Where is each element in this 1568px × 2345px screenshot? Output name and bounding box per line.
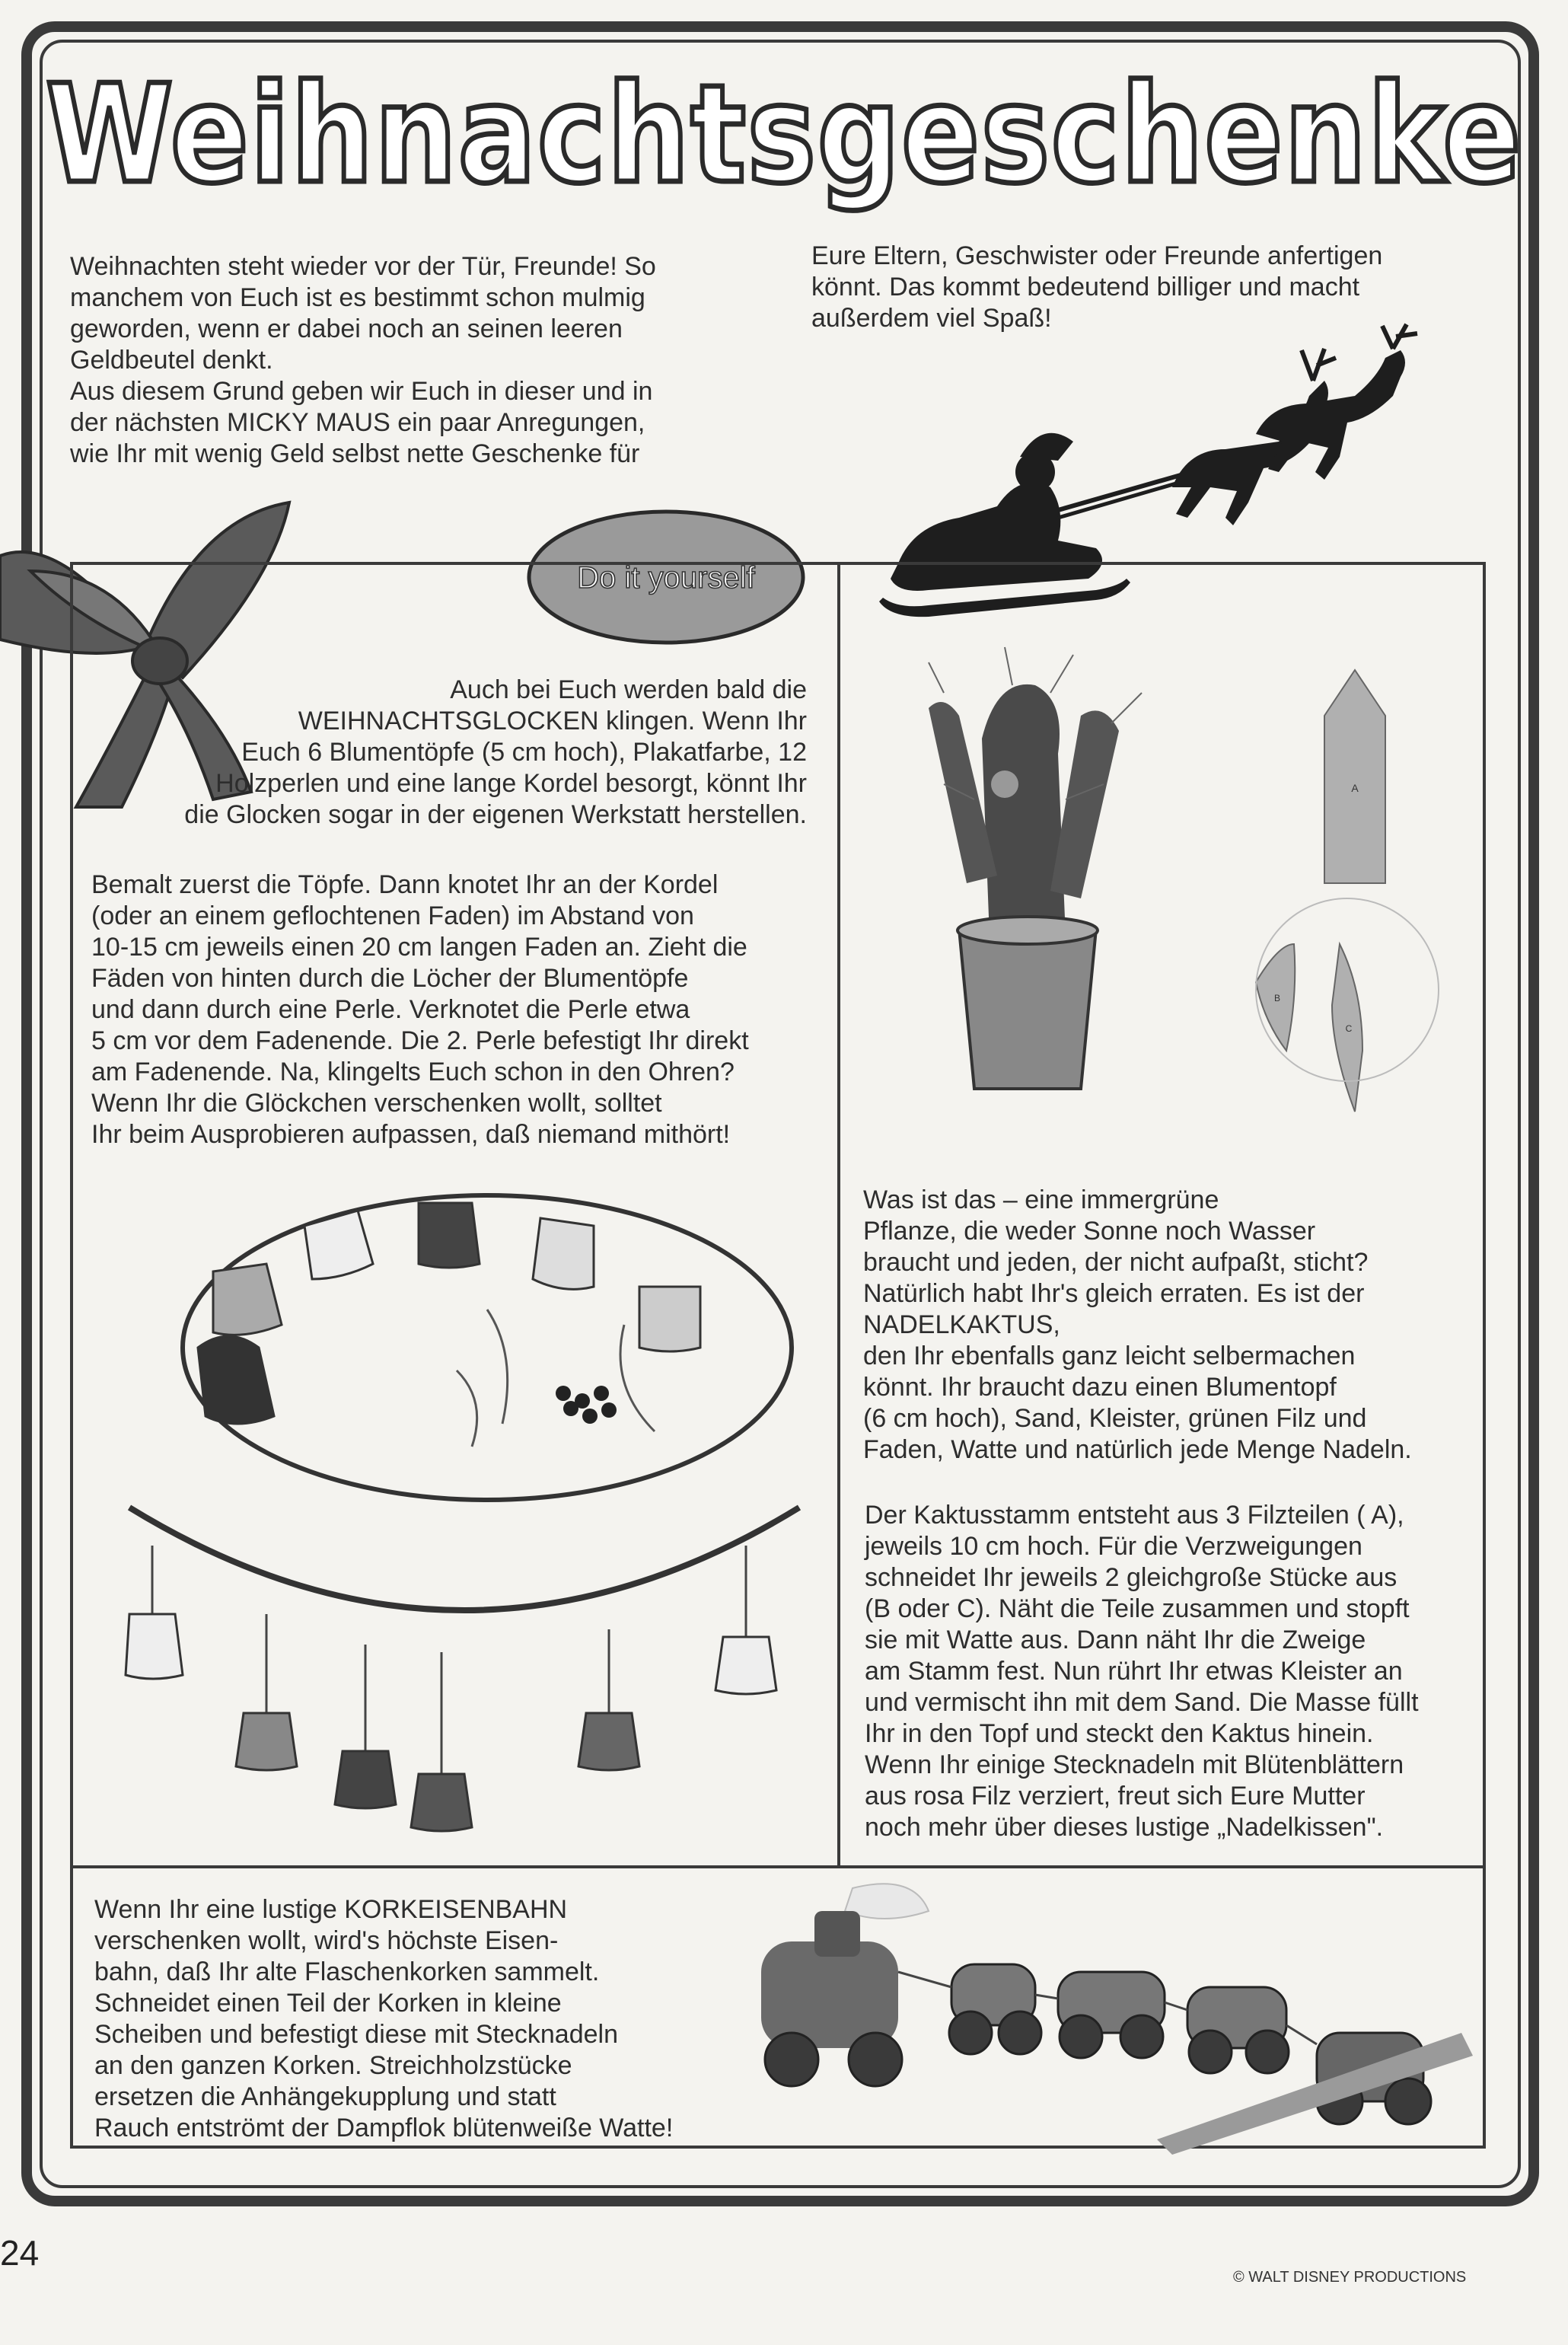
cork-train-photo	[731, 1881, 1477, 2155]
bells-photo	[167, 1172, 807, 1508]
pattern-label-a: A	[1351, 782, 1359, 794]
page-number: 24	[0, 2233, 40, 2273]
pattern-pieces	[1233, 655, 1461, 1127]
intro-right-text: Eure Eltern, Geschwister oder Freunde anfertigen könnt. Das kommt bedeutend billiger und macht außerdem viel Spaß!	[811, 241, 1383, 333]
bells-steps-text: Bemalt zuerst die Töpfe. Dann knotet Ihr an der Kordel (oder an einem geflochtenen Faden) im Abstand von 10-15 cm jeweils einen 20 cm langen Faden an. Zieht die Fäden von hinten durch die Löcher der Blumentöpfe und dann durch eine Perle. Verknotet die Perle etwa 5 cm vor dem Fadenende. Die 2. Perle befestigt Ihr direkt am Fadenende. Na, klingelts Euch schon in den Ohren? Wenn Ihr die Glöckchen verschenken wollt, solltet Ihr beim Ausprobieren aufpassen, daß niemand mithört!	[91, 870, 749, 1149]
cactus-intro-text: Was ist das – eine immergrüne Pflanze, die weder Sonne noch Wasser braucht und jeden, der nicht aufpaßt, sticht? Natürlich habt Ihr's gleich erraten. Es ist der NADELKAKTUS, den Ihr ebenfalls ganz leicht selbermachen könnt. Ihr braucht dazu einen Blumentopf (6 cm hoch), Sand, Kleister, grünen Filz und Faden, Watte und natürlich jede Menge Nadeln.	[863, 1185, 1412, 1464]
bells-intro-text: Auch bei Euch werden bald die WEIHNACHTSGLOCKEN klingen. Wenn Ihr Euch 6 Blumentöpfe (5 cm hoch), Plakatfarbe, 12 Holzperlen und eine lange Kordel besorgt, könnt Ihr die Glocken sogar in der eigenen Werkstatt herstellen.	[184, 675, 807, 829]
cactus-steps-text: Der Kaktusstamm entsteht aus 3 Filzteilen ( A), jeweils 10 cm hoch. Für die Verzweigungen schneidet Ihr jeweils 2 gleichgroße Stücke aus (B oder C). Näht die Teile zusammen und stopft sie mit Watte aus. Dann näht Ihr die Zweige am Stamm fest. Nun rührt Ihr etwas Kleister an und vermischt ihn mit dem Sand. Die Masse füllt Ihr in den Topf und steckt den Kaktus hinein. Wenn Ihr einige Stecknadeln mit Blütenblättern aus rosa Filz verziert, freut sich Eure Mutter noch mehr über dieses lustige „Nadelkissen".	[865, 1501, 1419, 1842]
cork-train-text: Wenn Ihr eine lustige KORKEISENBAHN verschenken wollt, wird's höchste Eisen- bahn, daß Ihr alte Flaschenkorken sammelt. Schneidet einen Teil der Korken in kleine Scheiben und befestigt diese mit Stecknadeln an den ganzen Korken. Streichholzstücke ersetzen die Anhängekupplung und statt Rauch entströmt der Dampflok blütenweiße Watte!	[94, 1895, 674, 2142]
intro-left-text: Weihnachten steht wieder vor der Tür, Freunde! So manchem von Euch ist es bestimmt schon mulmig geworden, wenn er dabei noch an seinen leeren Geldbeutel denkt. Aus diesem Grund geben wir Euch in dieser und in der nächsten MICKY MAUS ein paar Anregungen, wie Ihr mit wenig Geld selbst nette Geschenke für	[70, 252, 656, 468]
copyright-text: © WALT DISNEY PRODUCTIONS	[1233, 2269, 1467, 2286]
badge-text: Do it yourself	[577, 561, 755, 595]
pattern-label-b: B	[1273, 993, 1281, 1003]
bell-garland-photo	[114, 1500, 814, 1850]
cactus-photo	[898, 647, 1157, 1104]
title-text: Weihnachtsgeschenke	[46, 56, 1522, 213]
page-title	[30, 56, 1538, 213]
pattern-label-c: C	[1345, 1023, 1353, 1034]
